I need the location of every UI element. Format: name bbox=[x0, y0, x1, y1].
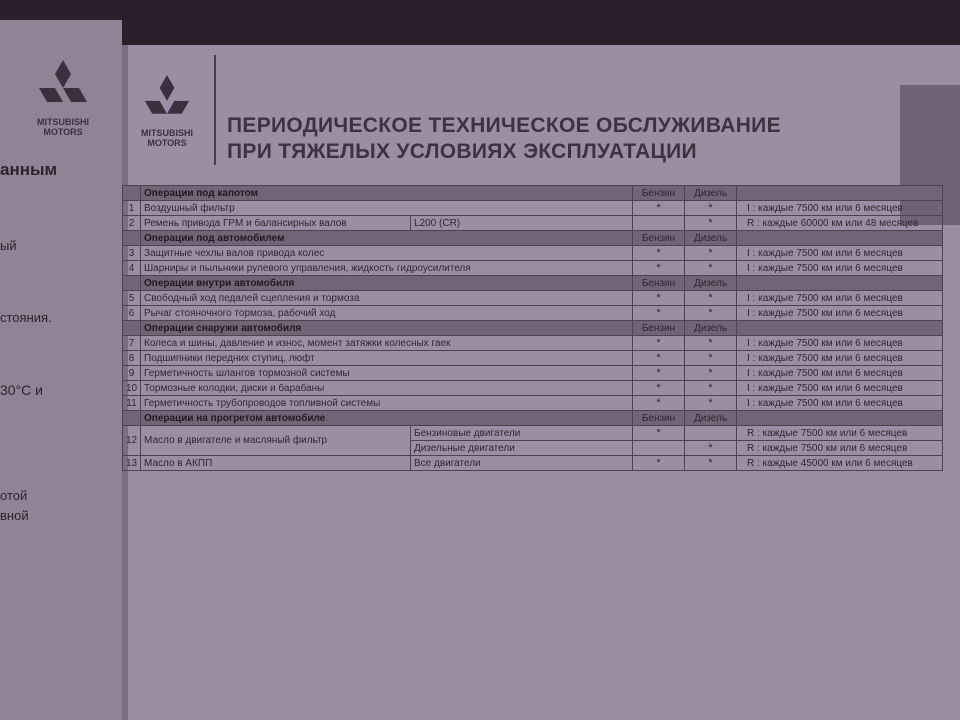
left-brand-line1: MITSUBISHI bbox=[36, 117, 89, 127]
section-header-row bbox=[123, 276, 943, 291]
section-header-row bbox=[123, 231, 943, 246]
mitsubishi-logo-icon bbox=[33, 60, 93, 112]
row-number: 3 bbox=[123, 246, 141, 261]
col-header-benzin: Бензин bbox=[633, 186, 685, 201]
table-row bbox=[123, 216, 943, 231]
operation-name: Масло в АКПП bbox=[141, 456, 411, 471]
section-title: Операции внутри автомобиля bbox=[141, 276, 633, 291]
table-row bbox=[123, 246, 943, 261]
operation-name: Ремень привода ГРМ и балансирных валов bbox=[141, 216, 411, 231]
row-number: 13 bbox=[123, 456, 141, 471]
table-row bbox=[123, 336, 943, 351]
col-header-benzin: Бензин bbox=[633, 321, 685, 336]
maintenance-table bbox=[122, 185, 943, 471]
section-schedule-blank bbox=[737, 231, 943, 246]
dizel-mark: * bbox=[685, 201, 737, 216]
row-number: 7 bbox=[123, 336, 141, 351]
col-header-dizel: Дизель bbox=[685, 231, 737, 246]
col-header-benzin: Бензин bbox=[633, 411, 685, 426]
schedule: I : каждые 7500 км или 6 месяцев bbox=[737, 291, 943, 306]
title-line2: ПРИ ТЯЖЕЛЫХ УСЛОВИЯХ ЭКСПЛУАТАЦИИ bbox=[227, 140, 697, 163]
brand-line1: MITSUBISHI bbox=[140, 128, 193, 138]
section-title: Операции снаружи автомобиля bbox=[141, 321, 633, 336]
benzin-mark bbox=[633, 441, 685, 456]
row-number: 11 bbox=[123, 396, 141, 411]
dizel-mark: * bbox=[685, 216, 737, 231]
section-schedule-blank bbox=[737, 186, 943, 201]
operation-name: Подшипники передних ступиц, люфт bbox=[141, 351, 633, 366]
benzin-mark: * bbox=[633, 456, 685, 471]
benzin-mark bbox=[633, 216, 685, 231]
schedule: R : каждые 60000 км или 48 месяцев bbox=[737, 216, 943, 231]
section-title: Операции на прогретом автомобиле bbox=[141, 411, 633, 426]
brand-logo bbox=[137, 75, 197, 148]
dizel-mark: * bbox=[685, 261, 737, 276]
benzin-mark: * bbox=[633, 336, 685, 351]
schedule: R : каждые 7500 км или 6 месяцев bbox=[737, 426, 943, 441]
operation-name: Тормозные колодки, диски и барабаны bbox=[141, 381, 633, 396]
col-header-dizel: Дизель bbox=[685, 321, 737, 336]
schedule: I : каждые 7500 км или 6 месяцев bbox=[737, 246, 943, 261]
left-brand-logo bbox=[30, 60, 96, 137]
right-page bbox=[122, 45, 960, 720]
benzin-mark: * bbox=[633, 291, 685, 306]
benzin-mark: * bbox=[633, 396, 685, 411]
operation-name: Свободный ход педалей сцепления и тормоза bbox=[141, 291, 633, 306]
page-title bbox=[227, 113, 781, 165]
table-row bbox=[123, 366, 943, 381]
schedule: I : каждые 7500 км или 6 месяцев bbox=[737, 201, 943, 216]
operation-name: Воздушный фильтр bbox=[141, 201, 633, 216]
row-number: 8 bbox=[123, 351, 141, 366]
col-header-dizel: Дизель bbox=[685, 276, 737, 291]
row-number: 12 bbox=[123, 426, 141, 456]
section-spacer bbox=[123, 276, 141, 291]
table-row bbox=[123, 291, 943, 306]
section-spacer bbox=[123, 411, 141, 426]
left-text-fragment: стояния. bbox=[0, 310, 52, 325]
table-row bbox=[123, 306, 943, 321]
schedule: I : каждые 7500 км или 6 месяцев bbox=[737, 396, 943, 411]
col-header-benzin: Бензин bbox=[633, 276, 685, 291]
left-text-fragment: анным bbox=[0, 160, 58, 179]
benzin-mark: * bbox=[633, 381, 685, 396]
title-line1: ПЕРИОДИЧЕСКОЕ ТЕХНИЧЕСКОЕ ОБСЛУЖИВАНИЕ bbox=[227, 114, 781, 137]
dizel-mark: * bbox=[685, 246, 737, 261]
dizel-mark: * bbox=[685, 336, 737, 351]
section-title: Операции под капотом bbox=[141, 186, 633, 201]
table-row bbox=[123, 456, 943, 471]
left-text-fragment: отой bbox=[0, 488, 28, 503]
benzin-mark: * bbox=[633, 366, 685, 381]
row-number: 5 bbox=[123, 291, 141, 306]
col-header-benzin: Бензин bbox=[633, 231, 685, 246]
section-spacer bbox=[123, 186, 141, 201]
table-row bbox=[123, 201, 943, 216]
operation-variant: Бензиновые двигатели bbox=[411, 426, 633, 441]
row-number: 4 bbox=[123, 261, 141, 276]
dizel-mark: * bbox=[685, 381, 737, 396]
section-header-row bbox=[123, 321, 943, 336]
table-row bbox=[123, 426, 943, 441]
left-text-fragment: вной bbox=[0, 508, 29, 523]
schedule: I : каждые 7500 км или 6 месяцев bbox=[737, 261, 943, 276]
schedule: I : каждые 7500 км или 6 месяцев bbox=[737, 351, 943, 366]
benzin-mark: * bbox=[633, 261, 685, 276]
benzin-mark: * bbox=[633, 246, 685, 261]
dizel-mark bbox=[685, 426, 737, 441]
dizel-mark: * bbox=[685, 456, 737, 471]
col-header-dizel: Дизель bbox=[685, 186, 737, 201]
benzin-mark: * bbox=[633, 201, 685, 216]
row-number: 9 bbox=[123, 366, 141, 381]
schedule: R : каждые 45000 км или 6 месяцев bbox=[737, 456, 943, 471]
schedule: I : каждые 7500 км или 6 месяцев bbox=[737, 366, 943, 381]
section-schedule-blank bbox=[737, 321, 943, 336]
dizel-mark: * bbox=[685, 396, 737, 411]
operation-variant: L200 (CR) bbox=[411, 216, 633, 231]
section-schedule-blank bbox=[737, 411, 943, 426]
header-divider bbox=[214, 55, 216, 165]
section-spacer bbox=[123, 231, 141, 246]
operation-name: Рычаг стояночного тормоза, рабочий ход bbox=[141, 306, 633, 321]
operation-name: Защитные чехлы валов привода колес bbox=[141, 246, 633, 261]
operation-variant: Все двигатели bbox=[411, 456, 633, 471]
table-row bbox=[123, 381, 943, 396]
operation-name: Масло в двигателе и масляный фильтр bbox=[141, 426, 411, 456]
dizel-mark: * bbox=[685, 351, 737, 366]
benzin-mark: * bbox=[633, 351, 685, 366]
left-text-fragment: ый bbox=[0, 238, 17, 253]
dizel-mark: * bbox=[685, 291, 737, 306]
left-page bbox=[0, 20, 122, 720]
schedule: I : каждые 7500 км или 6 месяцев bbox=[737, 336, 943, 351]
table-row bbox=[123, 261, 943, 276]
operation-variant: Дизельные двигатели bbox=[411, 441, 633, 456]
section-title: Операции под автомобилем bbox=[141, 231, 633, 246]
dizel-mark: * bbox=[685, 366, 737, 381]
row-number: 6 bbox=[123, 306, 141, 321]
operation-name: Шарниры и пыльники рулевого управления, жидкость гидроусилителя bbox=[141, 261, 633, 276]
schedule: I : каждые 7500 км или 6 месяцев bbox=[737, 306, 943, 321]
table-row bbox=[123, 351, 943, 366]
section-header-row bbox=[123, 411, 943, 426]
dizel-mark: * bbox=[685, 441, 737, 456]
benzin-mark: * bbox=[633, 306, 685, 321]
benzin-mark: * bbox=[633, 426, 685, 441]
col-header-dizel: Дизель bbox=[685, 411, 737, 426]
section-schedule-blank bbox=[737, 276, 943, 291]
section-header-row bbox=[123, 186, 943, 201]
row-number: 1 bbox=[123, 201, 141, 216]
operation-name: Колеса и шины, давление и износ, момент затяжки колесных гаек bbox=[141, 336, 633, 351]
row-number: 10 bbox=[123, 381, 141, 396]
mitsubishi-logo-icon bbox=[139, 75, 195, 123]
operation-name: Герметичность трубопроводов топливной системы bbox=[141, 396, 633, 411]
left-text-fragment: 30°C и bbox=[0, 382, 43, 398]
operation-name: Герметичность шлангов тормозной системы bbox=[141, 366, 633, 381]
schedule: I : каждые 7500 км или 6 месяцев bbox=[737, 381, 943, 396]
section-spacer bbox=[123, 321, 141, 336]
schedule: R : каждые 7500 км или 6 месяцев bbox=[737, 441, 943, 456]
table-row bbox=[123, 396, 943, 411]
brand-line2: MOTORS bbox=[147, 138, 187, 148]
dizel-mark: * bbox=[685, 306, 737, 321]
left-brand-line2: MOTORS bbox=[43, 127, 83, 137]
row-number: 2 bbox=[123, 216, 141, 231]
